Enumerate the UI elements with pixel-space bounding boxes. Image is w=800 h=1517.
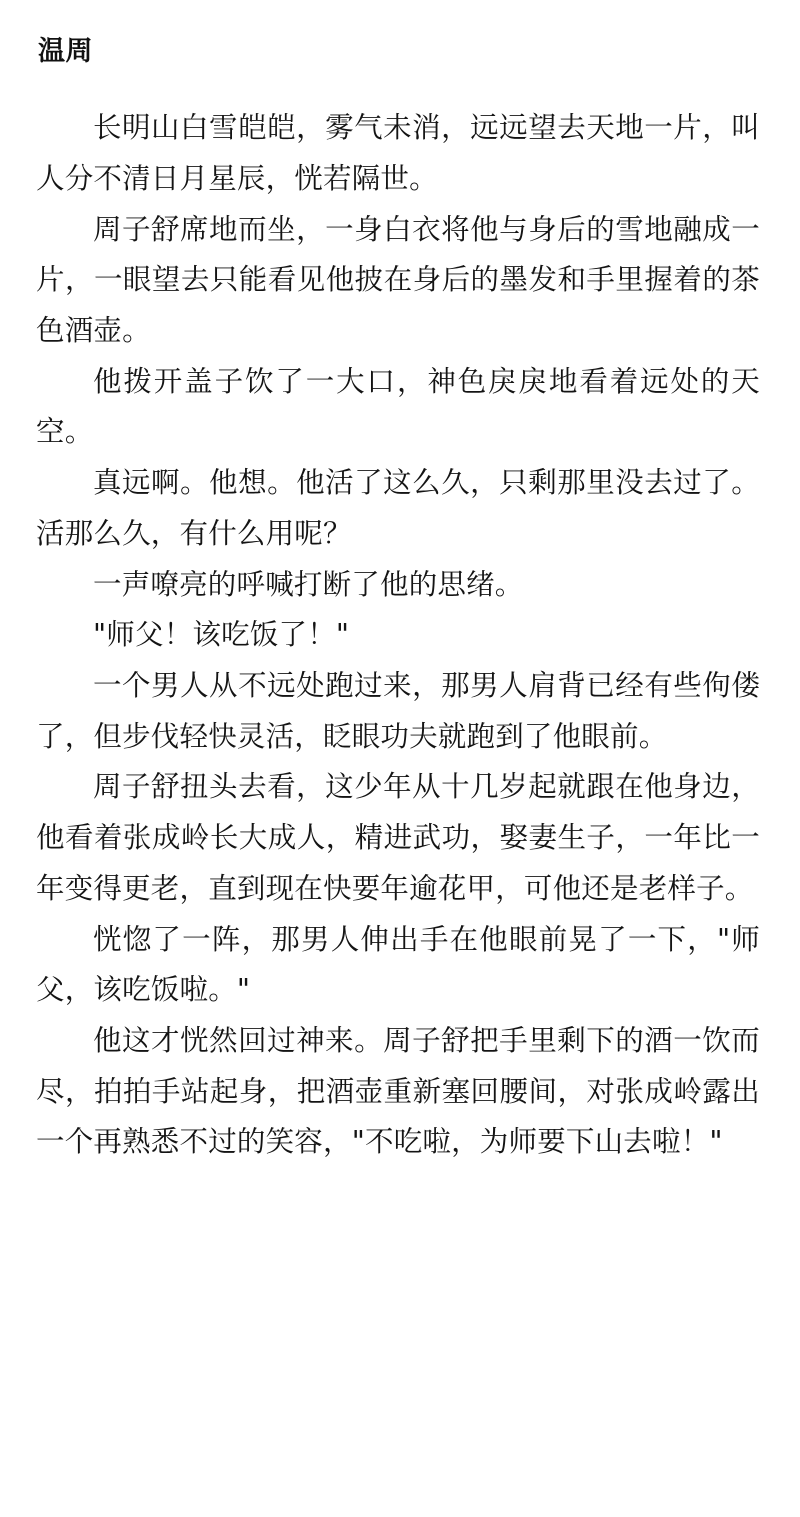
paragraph: "师父！该吃饭了！" [93,618,350,652]
paragraph: 周子舒扭头去看，这少年从十几岁起就跟在他身边，他看着张成岭长大成人，精进武功，娶妻生子，一年比一年变得更老，直到现在快要年逾花甲，可他还是老样子。 [36,770,760,905]
page-title: 温周 [38,36,93,67]
paragraph: 他这才恍然回过神来。周子舒把手里剩下的酒一饮而尽，拍拍手站起身，把酒壶重新塞回腰间，对张成岭露出一个再熟悉不过的笑容，"不吃啦，为师要下山去啦！" [36,1024,760,1159]
paragraph: 一个男人从不远处跑过来，那男人肩背已经有些佝偻了，但步伐轻快灵活，眨眼功夫就跑到了他眼前。 [36,669,760,753]
paragraph: 真远啊。他想。他活了这么久，只剩那里没去过了。活那么久，有什么用呢？ [36,466,760,550]
document-body [36,103,760,1168]
paragraph: 长明山白雪皑皑，雾气未消，远远望去天地一片，叫人分不清日月星辰，恍若隔世。 [36,111,760,195]
paragraph: 一声嘹亮的呼喊打断了他的思绪。 [93,567,524,601]
paragraph: 周子舒席地而坐，一身白衣将他与身后的雪地融成一片，一眼望去只能看见他披在身后的墨发和手里握着的茶色酒壶。 [36,212,760,347]
paragraph: 他拨开盖子饮了一大口，神色戾戾地看着远处的天空。 [36,364,760,449]
paragraph: 恍惚了一阵，那男人伸出手在他眼前晃了一下，"师父，该吃饭啦。" [36,922,760,1007]
